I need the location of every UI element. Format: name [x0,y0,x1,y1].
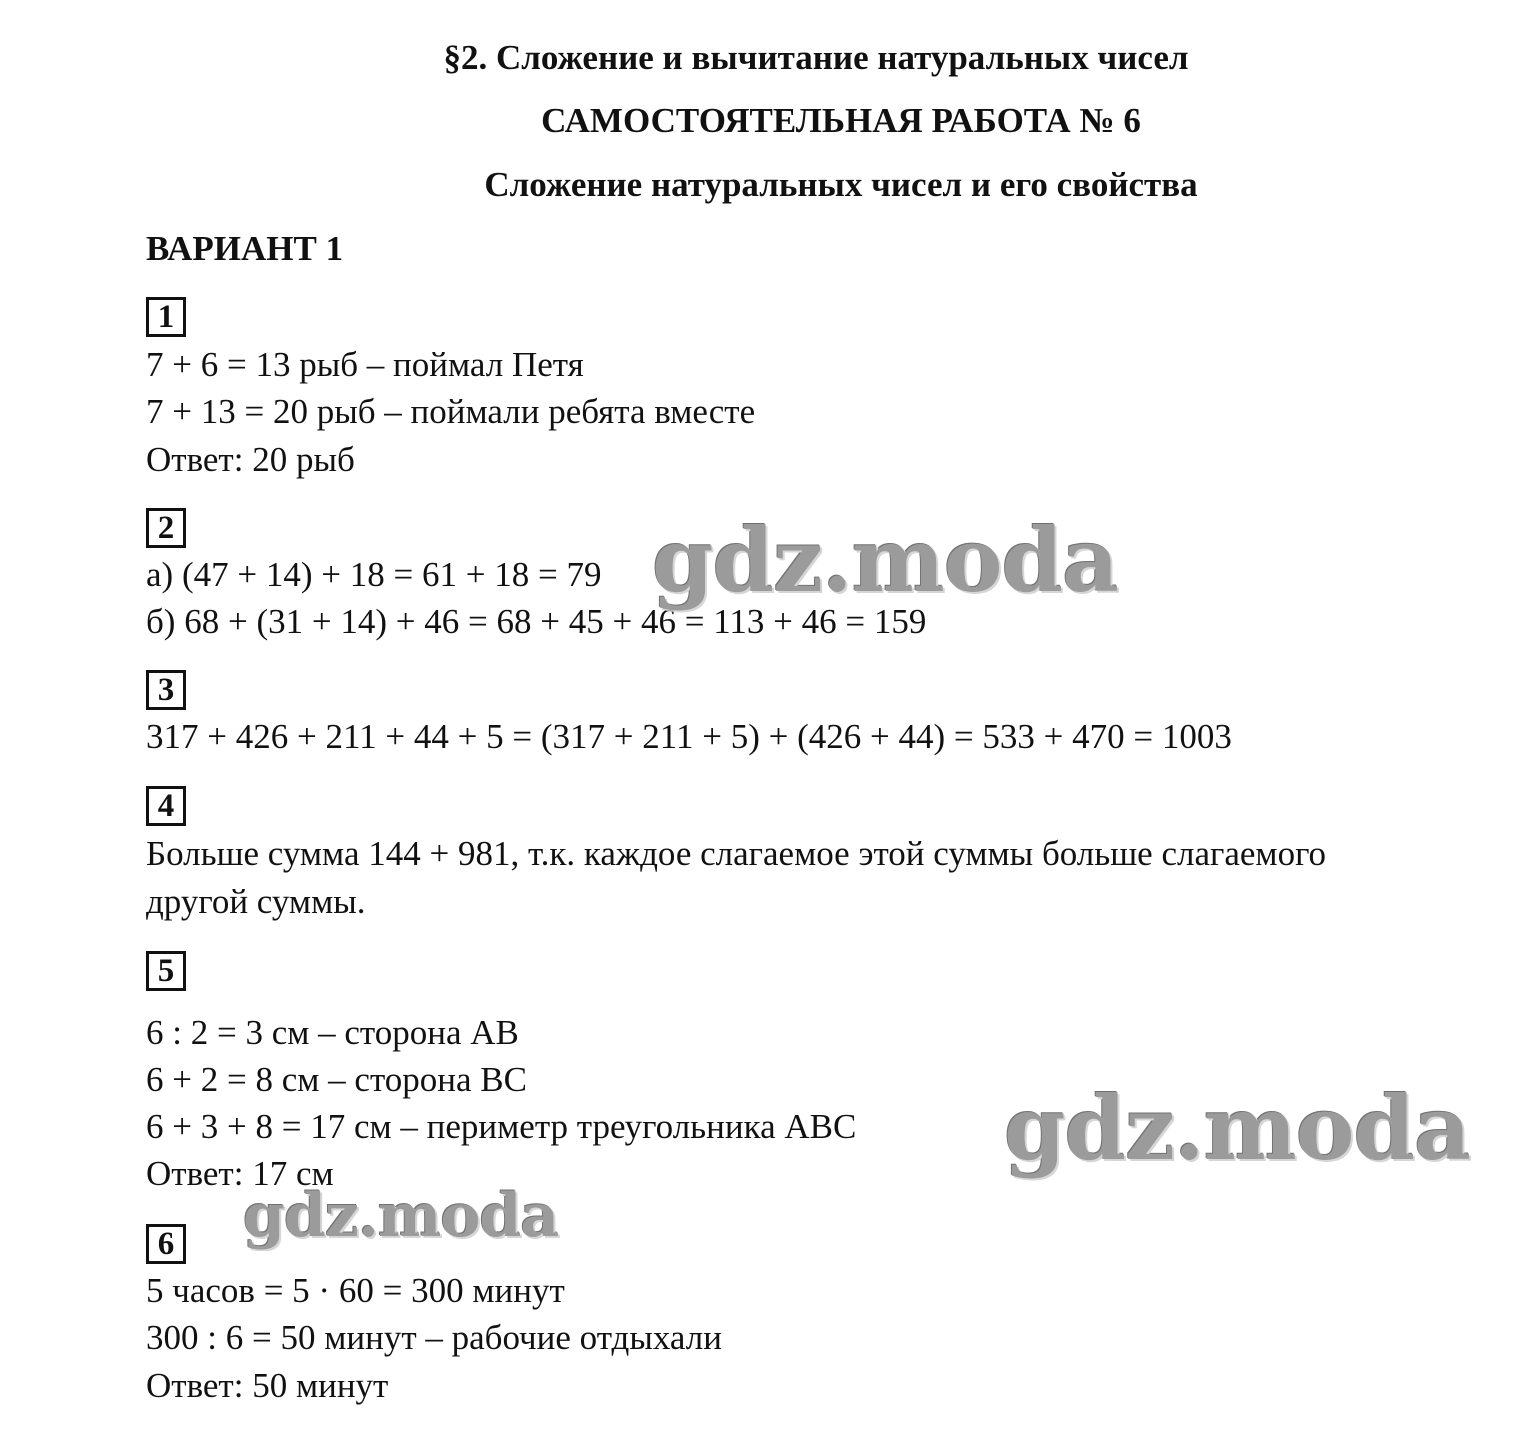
watermark-logo: gdz.moda [652,508,1119,612]
task1-answer: Ответ: 20 рыб [146,440,355,479]
variant-label: ВАРИАНТ 1 [146,229,344,268]
task5-answer: Ответ: 17 см [146,1154,334,1193]
task5-line2: 6 + 2 = 8 см – сторона ВС [146,1060,527,1099]
task6-line2: 300 : 6 = 50 минут – рабочие отдыхали [146,1318,722,1357]
task6-answer: Ответ: 50 минут [146,1366,389,1405]
task2-line-b: б) 68 + (31 + 14) + 46 = 68 + 45 + 46 = 113 + 46 = 159 [146,602,927,641]
task1-line1: 7 + 6 = 13 рыб – поймал Петя [146,345,584,384]
task1-line2: 7 + 13 = 20 рыб – поймали ребята вместе [146,392,756,431]
task4-line2: другой суммы. [146,882,366,921]
task-number-6: 6 [146,1224,186,1264]
task-number-3: 3 [146,670,186,710]
task-number-4: 4 [146,786,186,826]
task6-line1: 5 часов = 5 · 60 = 300 минут [146,1271,565,1310]
section-title: §2. Сложение и вычитание натуральных чисел [443,38,1189,77]
task3-line1: 317 + 426 + 211 + 44 + 5 = (317 + 211 + 5) + (426 + 44) = 533 + 470 = 1003 [146,717,1232,756]
task5-line3: 6 + 3 + 8 = 17 см – периметр треугольника АВС [146,1107,857,1146]
task-number-2: 2 [146,508,186,548]
watermark-logo: gdz.moda [1004,1076,1471,1180]
watermark-logo: gdz.moda [243,1181,559,1251]
task5-line1: 6 : 2 = 3 см – сторона АВ [146,1013,519,1052]
task2-line-a: а) (47 + 14) + 18 = 61 + 18 = 79 [146,555,602,594]
work-title: САМОСТОЯТЕЛЬНАЯ РАБОТА № 6 [541,101,1141,140]
task4-line1: Больше сумма 144 + 981, т.к. каждое слагаемое этой суммы больше слагаемого [146,834,1327,873]
task-number-5: 5 [146,951,186,991]
topic-title: Сложение натуральных чисел и его свойства [484,165,1198,204]
task-number-1: 1 [146,297,186,337]
